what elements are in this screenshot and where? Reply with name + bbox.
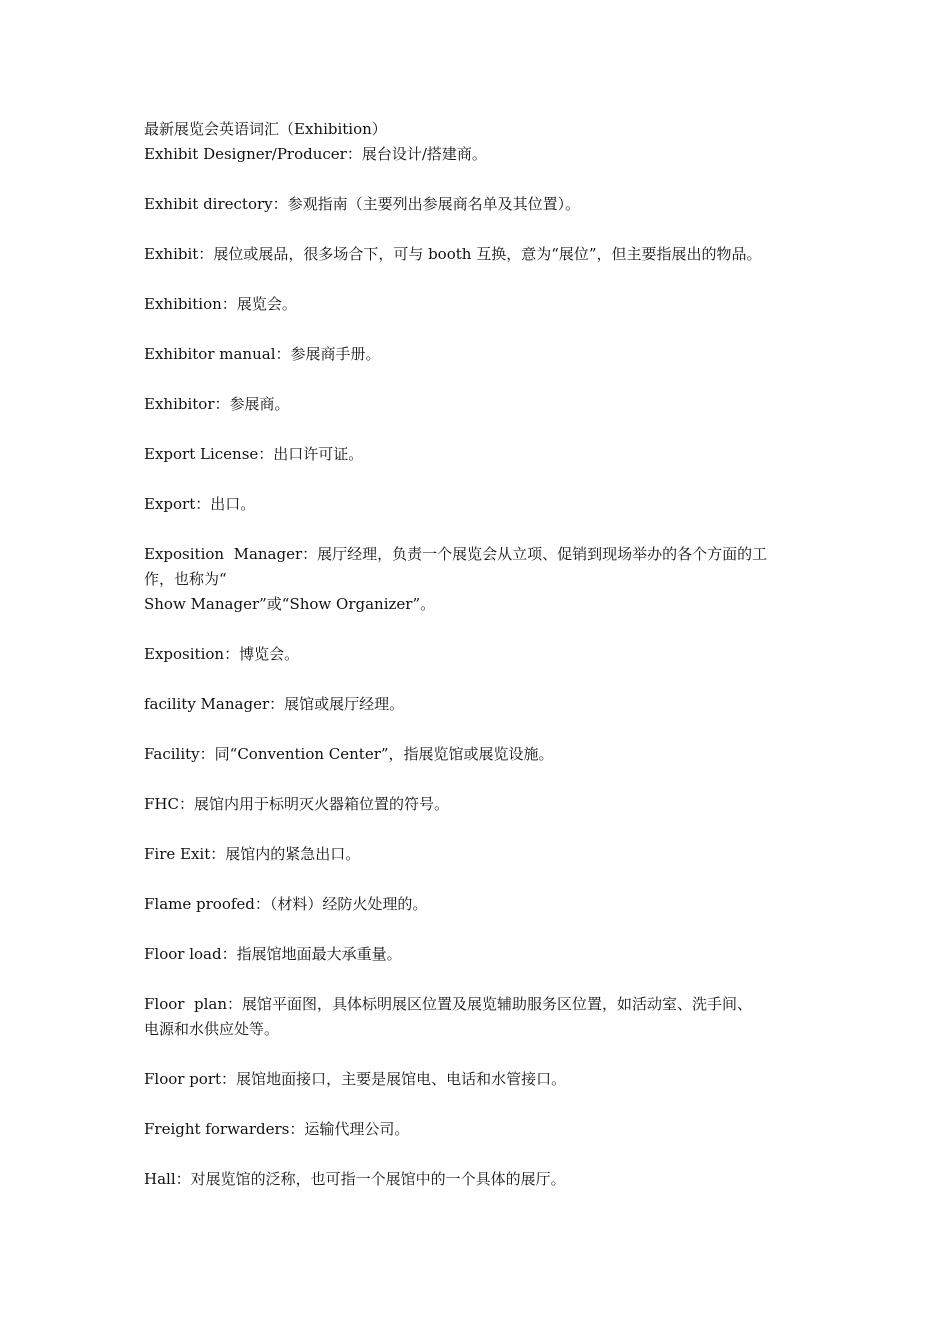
entry-term: Freight forwarders [144, 1120, 290, 1138]
entry-term: Exposition Manager [144, 545, 303, 563]
entry-definition: 参展商。 [229, 395, 290, 413]
entry-separator: ： [275, 345, 291, 363]
entry-exhibit-directory [144, 192, 808, 217]
entry-separator: ： [226, 995, 242, 1013]
entry-separator: ： [221, 295, 237, 313]
entry-separator: ： [198, 245, 214, 263]
entry-exhibition [144, 292, 808, 317]
entry-separator: ： [221, 945, 237, 963]
entry-term: FHC [144, 795, 179, 813]
entry-term: Facility [144, 745, 200, 763]
entry-term: Exhibition [144, 295, 222, 313]
entry-separator: ： [258, 445, 274, 463]
entry-definition: 展览会。 [236, 295, 297, 313]
entry-export-license [144, 442, 808, 467]
entry-exposition-manager-cont: 作，也称为“ [144, 570, 227, 588]
entry-definition: 指展馆地面最大承重量。 [236, 945, 402, 963]
entry-definition: 同“Convention Center”，指展览馆或展览设施。 [214, 745, 554, 763]
entry-separator: ： [269, 695, 285, 713]
entry-term: Exhibit directory [144, 195, 273, 213]
entry-separator: ： [346, 145, 362, 163]
entry-definition: 对展览馆的泛称，也可指一个展馆中的一个具体的展厅。 [190, 1170, 566, 1188]
entry-separator: ： [178, 795, 194, 813]
entry-term: Floor plan [144, 995, 227, 1013]
entry-separator: ： [221, 1070, 237, 1088]
entry-definition: 展馆地面接口，主要是展馆电、电话和水管接口。 [236, 1070, 567, 1088]
entry-definition: 出口许可证。 [273, 445, 364, 463]
entry-term: Floor load [144, 945, 222, 963]
entry-definition: 展位或展品，很多场合下，可与 booth 互换，意为“展位”，但主要指展出的物品。 [213, 245, 762, 263]
entry-definition: 展馆或展厅经理。 [284, 695, 405, 713]
entry-term: Hall [144, 1170, 176, 1188]
entry-term: Export [144, 495, 196, 513]
entry-fire-exit [144, 842, 808, 867]
entry-term: Exhibitor [144, 395, 215, 413]
entry-exhibitor-manual [144, 342, 808, 367]
entry-export [144, 492, 808, 517]
entry-exposition-manager-cont2: Show Manager”或“Show Organizer”。 [144, 595, 436, 613]
entry-separator: ： [195, 495, 211, 513]
entry-term: Exposition [144, 645, 225, 663]
entry-term: Floor port [144, 1070, 222, 1088]
entry-exhibitor [144, 392, 808, 417]
entry-hall [144, 1167, 808, 1192]
entry-definition: 参观指南（主要列出参展商名单及其位置）。 [287, 195, 581, 213]
entry-term: facility Manager [144, 695, 270, 713]
entry-separator: ： [289, 1120, 305, 1138]
entry-separator: ： [272, 195, 288, 213]
entry-separator: ： [214, 395, 230, 413]
entry-facility-manager [144, 692, 808, 717]
entry-facility [144, 742, 808, 767]
entry-term: Fire Exit [144, 845, 211, 863]
entry-definition: 参展商手册。 [290, 345, 381, 363]
entry-definition: 博览会。 [239, 645, 300, 663]
document-title: 最新展览会英语词汇（Exhibition） [144, 120, 387, 138]
entry-definition: 展馆内用于标明灭火器箱位置的符号。 [193, 795, 449, 813]
entry-exposition-manager [144, 542, 808, 567]
entry-definition: 运输代理公司。 [304, 1120, 410, 1138]
entry-definition: 展台设计/搭建商。 [361, 145, 487, 163]
entry-definition: 出口。 [210, 495, 256, 513]
entry-exhibit [144, 242, 808, 267]
entry-definition: 展馆平面图，具体标明展区位置及展览辅助服务区位置，如活动室、洗手间、 [242, 995, 753, 1013]
entry-fhc [144, 792, 808, 817]
entry-term: Flame proofed [144, 895, 255, 913]
entry-flame-proofed [144, 892, 808, 917]
entry-definition: （材料）经防火处理的。 [269, 895, 428, 913]
entry-freight-forwarders [144, 1117, 808, 1142]
entry-separator: ： [254, 895, 270, 913]
entry-floor-plan [144, 992, 808, 1017]
entry-definition: 展馆内的紧急出口。 [225, 845, 361, 863]
entry-term: Export License [144, 445, 259, 463]
entry-definition: 展厅经理，负责一个展览会从立项、促销到现场举办的各个方面的工 [317, 545, 768, 563]
entry-separator: ： [224, 645, 240, 663]
entry-exhibit-designer [144, 142, 808, 167]
entry-term: Exhibitor manual [144, 345, 276, 363]
entry-term: Exhibit [144, 245, 199, 263]
entry-separator: ： [302, 545, 318, 563]
entry-separator: ： [175, 1170, 191, 1188]
entry-term: Exhibit Designer/Producer [144, 145, 347, 163]
entry-floor-plan-cont: 电源和水供应处等。 [144, 1020, 280, 1038]
document-body [144, 117, 808, 1192]
entry-floor-load [144, 942, 808, 967]
entry-separator: ： [199, 745, 215, 763]
entry-floor-port [144, 1067, 808, 1092]
entry-separator: ： [210, 845, 226, 863]
entry-exposition [144, 642, 808, 667]
